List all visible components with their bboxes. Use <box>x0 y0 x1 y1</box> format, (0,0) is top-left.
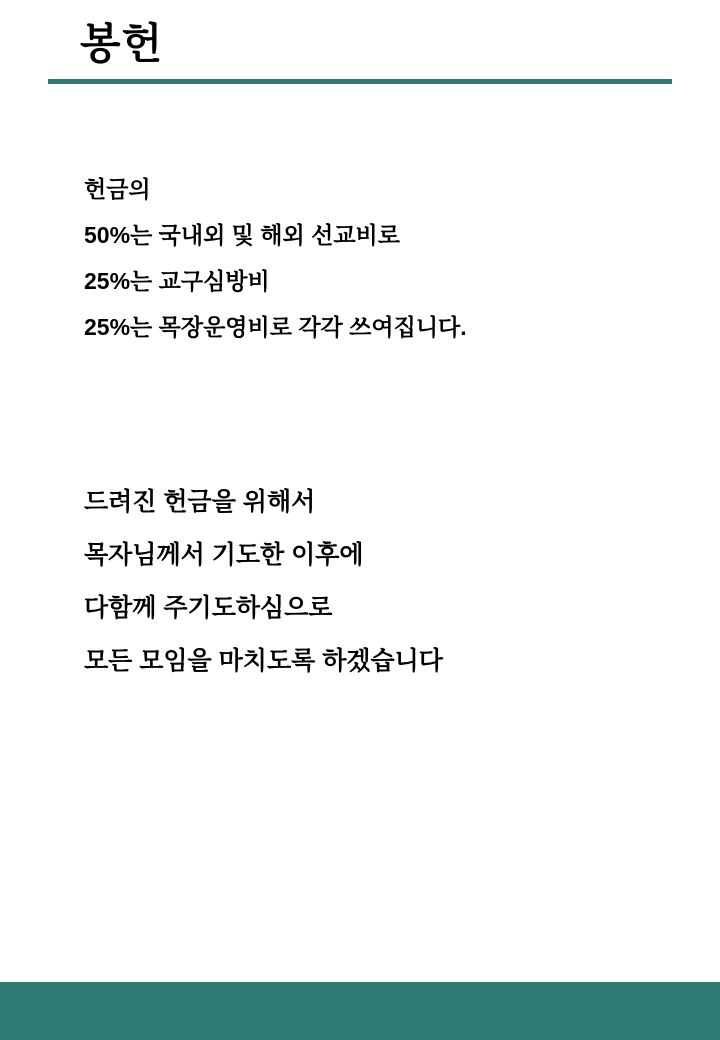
body-line: 목자님께서 기도한 이후에 <box>84 541 364 569</box>
paragraph-spacer <box>84 362 664 490</box>
slide-body <box>84 178 664 702</box>
body-line: 모든 모임을 마치도록 하겠습니다 <box>84 647 443 675</box>
page-title: 봉헌 <box>80 20 164 67</box>
body-line: 25%는 목장운영비로 각각 쓰여집니다. <box>84 314 467 340</box>
body-line: 헌금의 <box>84 176 151 202</box>
title-block <box>48 18 672 84</box>
body-line: 드려진 헌금을 위해서 <box>84 488 316 516</box>
footer-bar <box>0 982 720 1040</box>
body-line: 다함께 주기도하심으로 <box>84 594 333 622</box>
title-divider <box>48 79 672 84</box>
body-line: 25%는 교구심방비 <box>84 268 270 294</box>
body-line: 50%는 국내외 및 해외 선교비로 <box>84 222 400 248</box>
